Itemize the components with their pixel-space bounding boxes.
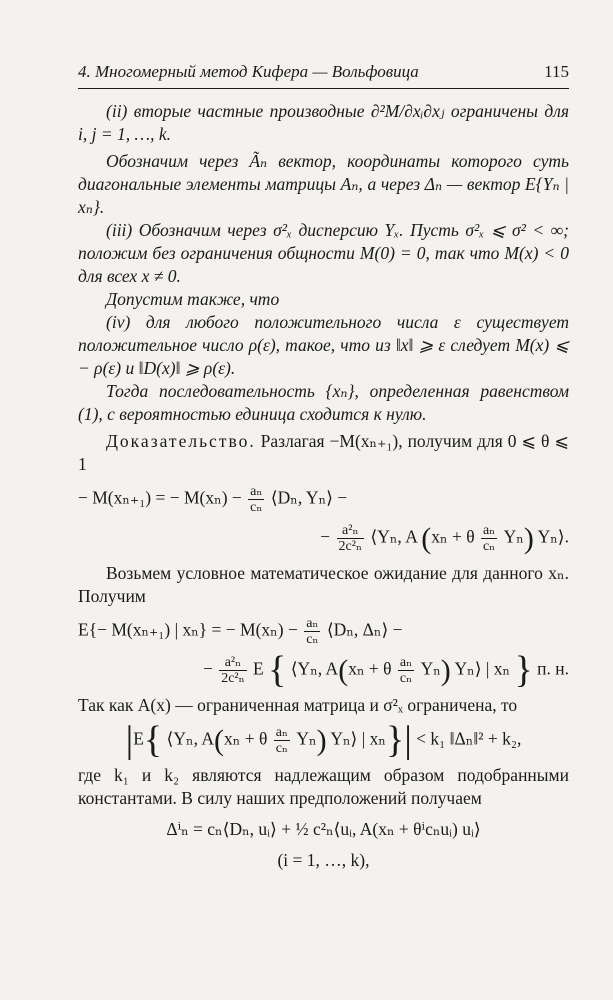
fraction: $\frac{\text{aₙ}}{\text{cₙ}}$ (482, 523, 496, 554)
notation-paragraph: Обозначим через Ãₙ вектор, координаты которого суть диагональные элементы матрицы Aₙ, а через Δₙ — вектор E{Yₙ | xₙ}. (78, 151, 569, 217)
fraction: $\frac{\text{aₙ}}{\text{cₙ}}$ (250, 484, 263, 515)
proof-intro-text: Разлагая −M(xₙ₊₁), получим для 0 ⩽ θ ⩽ 1 (78, 431, 569, 474)
bounded-matrix-paragraph: Так как A(x) — ограниченная матрица и σ²ₓ ограничена, то (78, 695, 518, 715)
equation-delta-i: Δⁱₙ = cₙ⟨Dₙ, uᵢ⟩ + ½ c²ₙ⟨uᵢ, A(xₙ + θⁱcₙuᵢ) uᵢ⟩ (166, 819, 481, 839)
condition-ii: (ii) вторые частные производные ∂²M/∂xᵢ∂xⱼ ограничены для i, j = 1, …, k. (78, 101, 569, 144)
condition-iv: (iv) для любого положительного числа ε существует положительное число ρ(ε), такое, что из ‖x‖ ⩾ ε следует M(x) ⩽ − ρ(ε) и ‖D(x)‖ ⩾ ρ(ε). (78, 312, 569, 378)
constants-paragraph: где k₁ и k₂ являются надлежащим образом подобранными константами. В силу наших предположений получаем (78, 765, 569, 808)
equation-index-range: (i = 1, …, k), (277, 850, 370, 870)
equation-expectation-line2: − $\frac{\text{a²ₙ}}{\text{2c²ₙ}}$ E { ⟨Yₙ, A(xₙ + θ $\frac{\text{aₙ}}{\text{cₙ}}$ Yₙ) Yₙ⟩ | xₙ } п. н. (202, 649, 569, 691)
proof-intro (78, 430, 569, 476)
text-body (78, 100, 569, 880)
equation-bound: |E{ ⟨Yₙ, A(xₙ + θ $\frac{\text{aₙ}}{\text{cₙ}}$ Yₙ) Yₙ⟩ | xₙ}| < k₁ ‖Δₙ‖² + k₂, (125, 719, 522, 761)
fraction: $\frac{\text{a²ₙ}}{\text{2c²ₙ}}$ (338, 523, 363, 554)
fraction: $\frac{\text{aₙ}}{\text{cₙ}}$ (306, 616, 319, 647)
equation-expansion-line1: − M(xₙ₊₁) = − M(xₙ) − $\frac{\text{aₙ}}{\text{cₙ}}$ ⟨Dₙ, Yₙ⟩ − (78, 484, 348, 515)
equation-expectation-line1: E{− M(xₙ₊₁) | xₙ} = − M(xₙ) − $\frac{\text{aₙ}}{\text{cₙ}}$ ⟨Dₙ, Δₙ⟩ − (78, 616, 403, 647)
conditional-expectation-paragraph: Возьмем условное математическое ожидание для данного xₙ. Получим (78, 563, 569, 606)
condition-iii: (iii) Обозначим через σ²ₓ дисперсию Yₓ. Пусть σ²ₓ ⩽ σ² < ∞; положим без ограничения общности M(0) = 0, так что M(x) < 0 для всех x ≠ 0. (78, 220, 569, 286)
equation-expansion-line2: − $\frac{\text{a²ₙ}}{\text{2c²ₙ}}$ ⟨Yₙ, A (xₙ + θ $\frac{\text{aₙ}}{\text{cₙ}}$ Yₙ) Yₙ⟩. (320, 522, 569, 555)
proof-label: Доказательство. (106, 431, 256, 451)
theorem-conclusion: Тогда последовательность {xₙ}, определенная равенством (1), с вероятностью единица сходится к нулю. (78, 381, 569, 424)
running-header (78, 62, 569, 82)
header-rule (78, 88, 569, 89)
assume-paragraph: Допустим также, что (106, 289, 280, 309)
fraction: $\frac{\text{aₙ}}{\text{cₙ}}$ (399, 655, 413, 686)
chapter-title: 4. Многомерный метод Кифера — Вольфовица (78, 62, 419, 81)
page-number: 115 (544, 62, 569, 81)
fraction: $\frac{\text{aₙ}}{\text{cₙ}}$ (275, 725, 288, 756)
fraction: $\frac{\text{a²ₙ}}{\text{2c²ₙ}}$ (221, 655, 245, 686)
